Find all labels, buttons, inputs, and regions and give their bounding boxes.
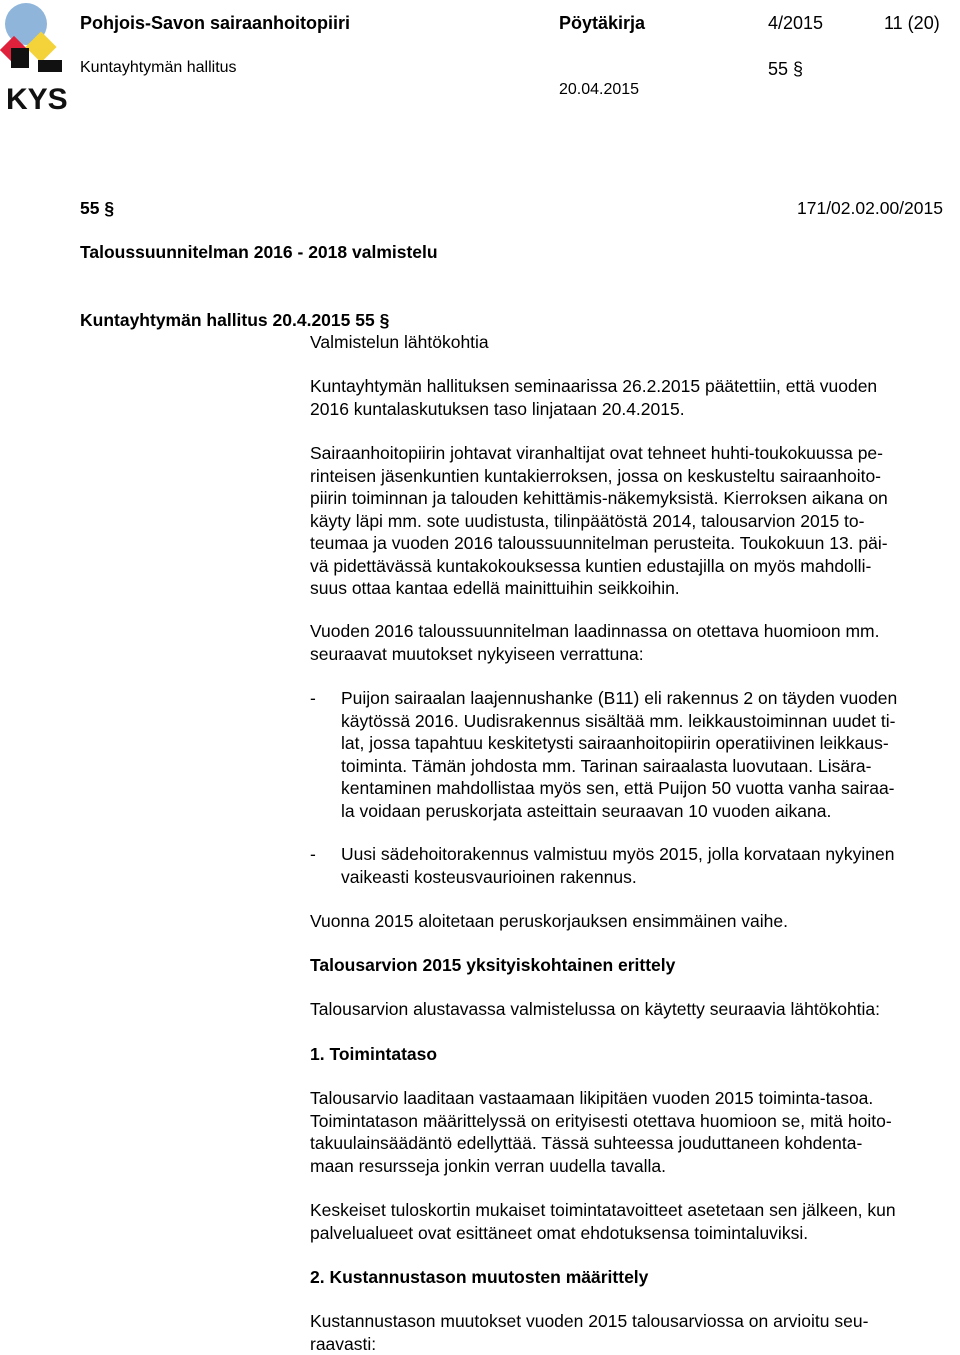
text-line: raavasti: bbox=[310, 1333, 960, 1355]
header-body: Kuntayhtymän hallitus bbox=[80, 59, 237, 77]
text-line: Kuntayhtymän hallituksen seminaarissa 26.2.2015 päätettiin, että vuoden bbox=[310, 375, 960, 398]
text-line: Uusi sädehoitorakennus valmistuu myös 2015, jolla korvataan nykyinen bbox=[341, 843, 960, 866]
paragraph-changes-intro bbox=[310, 620, 960, 665]
heading-toimintataso: 1. Toimintataso bbox=[310, 1043, 437, 1066]
text-line: maan resursseja jonkin verran uudella tavalla. bbox=[310, 1155, 960, 1178]
text-line: Sairaanhoitopiirin johtavat viranhaltijat ovat tehneet huhti-toukokuussa pe- bbox=[310, 442, 960, 465]
text-line: Keskeiset tuloskortin mukaiset toimintatavoitteet asetetaan sen jälkeen, kun bbox=[310, 1199, 960, 1222]
text-line: palvelualueet ovat esittäneet omat ehdotuksensa toimintaluviksi. bbox=[310, 1222, 960, 1245]
subheading: Valmistelun lähtökohtia bbox=[310, 331, 489, 354]
text-line: seuraavat muutokset nykyiseen verrattuna: bbox=[310, 643, 960, 666]
text-line: käytössä 2016. Uudisrakennus sisältää mm. leikkaustoiminnan uudet ti- bbox=[341, 710, 960, 733]
text-line: Kustannustason muutokset vuoden 2015 talousarviossa on arvioitu seu- bbox=[310, 1310, 960, 1333]
header-doc-type: Pöytäkirja bbox=[559, 13, 645, 34]
kys-logo-mark bbox=[0, 0, 70, 118]
header-org: Pohjois-Savon sairaanhoitopiiri bbox=[80, 13, 350, 34]
paragraph-peruskorjaus: Vuonna 2015 aloitetaan peruskorjauksen ensimmäinen vaihe. bbox=[310, 910, 788, 933]
kys-logo bbox=[0, 0, 70, 118]
text-line: suus ottaa kantaa edellä mainittuihin seikkoihin. bbox=[310, 577, 960, 600]
text-line: Vuoden 2016 taloussuunnitelman laadinnassa on otettava huomioon mm. bbox=[310, 620, 960, 643]
text-line: piirin toiminnan ja talouden kehittämis-näkemyksistä. Kierroksen aikana on bbox=[310, 487, 960, 510]
text-line: lat, jossa tapahtuu keskitetysti sairaanhoitopiirin operatiivinen leikkaus- bbox=[341, 732, 960, 755]
text-line: Talousarvio laaditaan vastaamaan likipitäen vuoden 2015 toiminta-tasoa. bbox=[310, 1087, 960, 1110]
paragraph-tuloskortti bbox=[310, 1199, 960, 1244]
header-date: 20.04.2015 bbox=[559, 81, 639, 99]
paragraph-seminar bbox=[310, 375, 960, 420]
bullet-dash: - bbox=[310, 687, 316, 710]
text-line: toiminta. Tämän johdosta mm. Tarinan sairaalasta luovutaan. Lisära- bbox=[341, 755, 960, 778]
meeting-reference: Kuntayhtymän hallitus 20.4.2015 55 § bbox=[80, 309, 389, 332]
item-diary-number: 171/02.02.00/2015 bbox=[797, 197, 943, 220]
text-line: rinteisen jäsenkuntien kuntakierroksen, jossa on keskusteltu sairaanhoito- bbox=[310, 465, 960, 488]
paragraph-toimintataso bbox=[310, 1087, 960, 1177]
heading-kustannustaso: 2. Kustannustason muutosten määrittely bbox=[310, 1266, 648, 1289]
text-line: teumaa ja vuoden 2016 taloussuunnitelman perusteita. Toukokuun 13. päi- bbox=[310, 532, 960, 555]
text-line: Toimintatason määrittelyssä on erityisesti otettava huomioon se, mitä hoito- bbox=[310, 1110, 960, 1133]
text-line: käyty läpi mm. sote uudistusta, tilinpäätöstä 2014, talousarvion 2015 to- bbox=[310, 510, 960, 533]
text-line: vaikeasti kosteusvaurioinen rakennus. bbox=[341, 866, 960, 889]
text-line: 2016 kuntalaskutuksen taso linjataan 20.4.2015. bbox=[310, 398, 960, 421]
text-line: takuulainsäädäntö edellyttää. Tässä suhteessa jouduttaneen kohdenta- bbox=[310, 1132, 960, 1155]
paragraph-lahtokohdat: Talousarvion alustavassa valmistelussa on käytetty seuraavia lähtökohtia: bbox=[310, 998, 880, 1021]
heading-erittely: Talousarvion 2015 yksityiskohtainen erittely bbox=[310, 954, 675, 977]
header-section: 55 § bbox=[768, 59, 803, 80]
text-line: vä pidettävässä kuntakokouksessa kuntien edustajilla on myös mahdolli- bbox=[310, 555, 960, 578]
header-page: 11 (20) bbox=[884, 13, 940, 34]
text-line: Puijon sairaalan laajennushanke (B11) eli rakennus 2 on täyden vuoden bbox=[341, 687, 960, 710]
paragraph-kustannustaso bbox=[310, 1310, 960, 1355]
header-doc-number: 4/2015 bbox=[768, 13, 823, 34]
text-line: kentaminen mahdollistaa myös sen, että Puijon 50 vuotta vanha sairaa- bbox=[341, 777, 960, 800]
paragraph-kuntakierros bbox=[310, 442, 960, 600]
text-line: la voidaan peruskorjata asteittain seuraavan 10 vuoden aikana. bbox=[341, 800, 960, 823]
item-number: 55 § bbox=[80, 197, 114, 220]
bullet-dash: - bbox=[310, 843, 316, 866]
item-title: Taloussuunnitelman 2016 - 2018 valmistelu bbox=[80, 241, 438, 264]
logo-text: KYS bbox=[6, 83, 68, 116]
